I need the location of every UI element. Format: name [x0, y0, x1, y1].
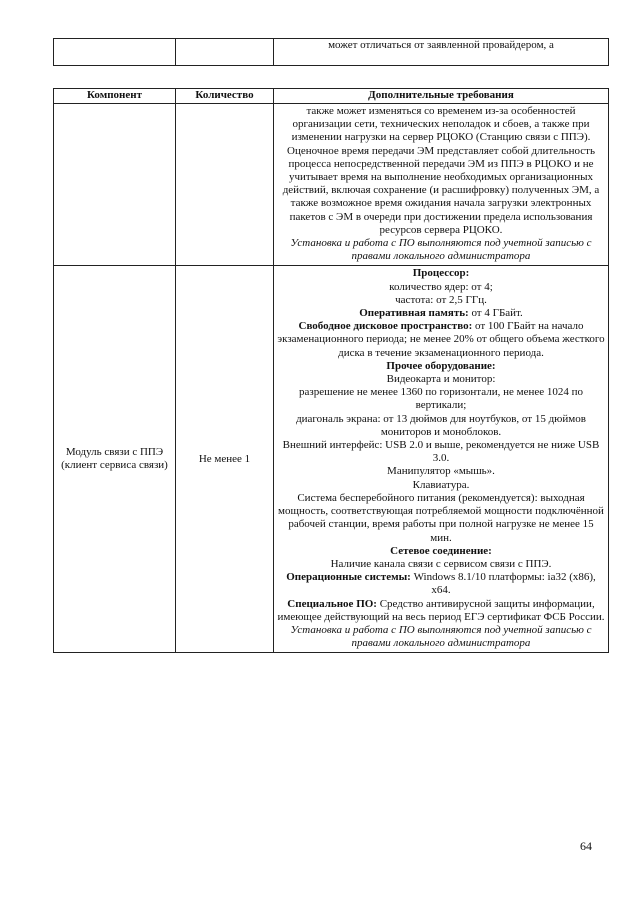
spec-line-software [277, 598, 605, 624]
component-cell [54, 104, 176, 266]
spec-line: диагональ экрана: от 13 дюймов для ноутбуков, от 15 дюймов мониторов и моноблоков. [296, 412, 586, 438]
quantity-cell: Не менее 1 [176, 266, 274, 653]
header-quantity: Количество [176, 89, 274, 104]
spec-line: Система бесперебойного питания (рекомендуется): выходная мощность, соответствующая потребляемой мощности подключённой рабочей станции, время работы при полной нагрузке не менее 15 мин. [278, 491, 604, 544]
ram-value: от 4 ГБайт. [468, 307, 523, 320]
disk-value: от 100 ГБайт на начало экзаменационного периода; не менее 20% от общего объема жесткого диска в течение экзаменационного периода. [277, 320, 605, 359]
requirements-cell [274, 266, 609, 653]
spec-line: Наличие канала связи с сервисом связи с ППЭ. [330, 557, 552, 570]
spec-line: Видеокарта и монитор: [386, 373, 496, 386]
continued-table-fragment [53, 38, 609, 66]
section-title-network: Сетевое соединение: [390, 544, 492, 557]
spec-line: частота: от 2,5 ГГц. [395, 293, 487, 306]
header-requirements: Дополнительные требования [274, 89, 609, 104]
requirements-cell: может отличаться от заявленной провайдером, а [274, 39, 609, 66]
software-value: Средство антивирусной защиты информации, имеющее действующий на весь период ЕГЭ сертификат ФСБ России. [277, 597, 605, 623]
spec-line: разрешение не менее 1360 по горизонтали, не менее 1024 по вертикали; [298, 386, 583, 412]
spec-line: количество ядер: от 4; [389, 280, 493, 293]
component-cell: Модуль связи с ППЭ (клиент сервиса связи) [54, 266, 176, 653]
admin-note: Установка и работа с ПО выполняются под учетной записью с правами локального администратора [290, 623, 592, 650]
requirements-cell [274, 104, 609, 266]
requirements-paragraph: Оценочное время передачи ЭМ представляет собой длительность процесса непосредственной передачи ЭМ из ППЭ в РЦОКО и не учитывает время на выполнение необходимых организационных действий, включая сохранение (и расшифровку) полученных ЭМ, а также возможное время ожидания начала загрузки электронных пакетов с ЭМ в очереди при достижении предела использования ресурсов сервера РЦОКО. [282, 144, 600, 236]
disk-label: Свободное дисковое пространство: [298, 320, 473, 333]
requirements-paragraph: также может изменяться со временем из-за особенностей организации сети, технических неполадок и сбоев, а также при изменении нагрузки на сервер РЦОКО (Станцию связи с ППЭ). [291, 105, 591, 144]
spec-line-os [277, 571, 605, 597]
component-cell [54, 39, 176, 66]
table-row [54, 104, 609, 266]
ram-label: Оперативная память: [359, 307, 469, 320]
table-row [54, 266, 609, 653]
spec-line: Внешний интерфейс: USB 2.0 и выше, рекомендуется не ниже USB 3.0. [282, 439, 600, 465]
spec-line: Клавиатура. [412, 478, 470, 491]
os-label: Операционные системы: [286, 571, 411, 584]
admin-note: Установка и работа с ПО выполняются под учетной записью с правами локального администратора [290, 237, 592, 263]
section-title-processor: Процессор: [412, 267, 470, 280]
spec-line: Манипулятор «мышь». [387, 465, 495, 478]
header-component: Компонент [54, 89, 176, 104]
spec-line-disk [277, 320, 605, 360]
quantity-cell [176, 39, 274, 66]
software-label: Специальное ПО: [287, 597, 377, 610]
table-row [54, 39, 609, 66]
page-number: 64 [580, 839, 592, 853]
section-title-other-hardware: Прочее оборудование: [386, 359, 496, 372]
requirements-table [53, 88, 609, 653]
table-header-row [54, 89, 609, 104]
quantity-cell [176, 104, 274, 266]
spec-line-ram [277, 307, 605, 320]
os-value: Windows 8.1/10 платформы: ia32 (x86), x64. [410, 571, 596, 597]
